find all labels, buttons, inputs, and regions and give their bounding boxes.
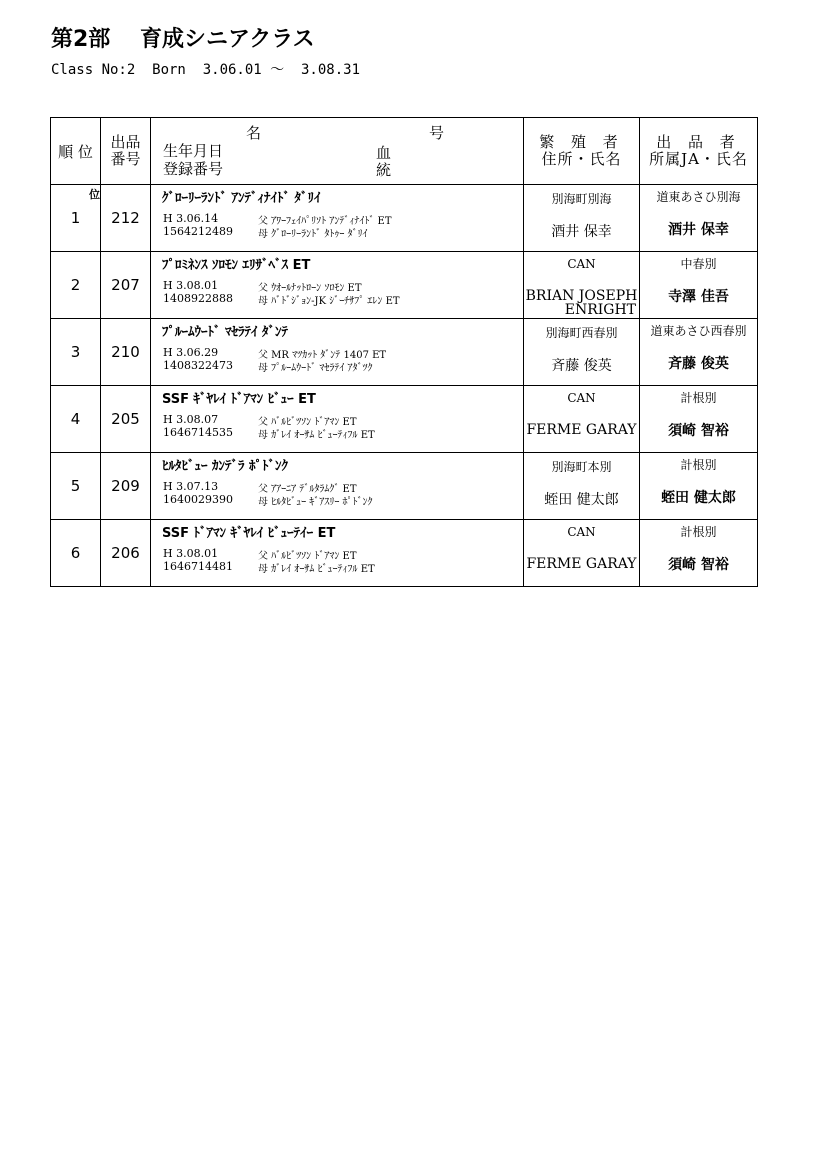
rank-value: 3 — [70, 343, 81, 361]
reg-number: 1408922888 — [163, 292, 233, 305]
horse-cell — [151, 252, 524, 319]
dam: 母 ﾌﾟﾙｰﾑｳｰﾄﾞ ﾏｾﾗﾃｲ ｱﾀﾞﾂｸ — [258, 363, 373, 374]
class-info: Class No:2 Born 3.06.01 ～ 3.08.31 — [51, 62, 361, 78]
birth-date: H 3.08.01 — [163, 547, 219, 560]
exhibitor-ja: 道東あさひ別海 — [656, 190, 741, 204]
rank-cell — [51, 252, 101, 319]
exhibitor-ja: 計根別 — [680, 458, 717, 472]
reg-number: 1564212489 — [163, 225, 233, 238]
header-breeder-bottom: 住所・氏名 — [541, 150, 622, 168]
entry-no: 205 — [101, 386, 151, 453]
breeder-name: BRIAN JOSEPH — [525, 288, 638, 304]
dam: 母 ｶﾞﾚｲ ｵｰｻﾑ ﾋﾞｭｰﾃｨﾌﾙ ET — [258, 430, 375, 441]
exhibitor-name: 蛭田 健太郎 — [661, 490, 736, 506]
exhibitor-cell — [640, 319, 758, 386]
rank-cell — [51, 185, 101, 252]
breeder-name: 蛭田 健太郎 — [544, 492, 619, 508]
horse-cell — [151, 319, 524, 386]
header-entry-no — [101, 118, 151, 185]
reg-number: 1408322473 — [163, 359, 233, 372]
sire: 父 MR ﾏﾂｶｯﾄ ﾀﾞﾝﾃ 1407 ET — [258, 350, 387, 361]
dam: 母 ﾋﾙﾀﾋﾞｭｰ ｷﾞｱｽﾘｰ ﾎﾟﾄﾞﾝｸ — [258, 497, 373, 508]
breeder-name: FERME GARAY — [526, 422, 637, 438]
header-blood-part1: 血 — [376, 144, 392, 162]
breeder-address: CAN — [567, 257, 596, 271]
exhibitor-name: 須崎 智裕 — [668, 557, 729, 573]
sire: 父 ｱﾜｰﾌｪｲﾊﾟﾘｿﾄ ｱﾝﾃﾞｨﾅｲﾄﾞ ET — [258, 216, 392, 227]
breeder-cell — [524, 520, 640, 587]
table-row — [51, 185, 758, 252]
breeder-address: 別海町西春別 — [545, 326, 618, 340]
birth-date: H 3.07.13 — [163, 480, 219, 493]
exhibitor-cell — [640, 386, 758, 453]
exhibitor-name: 須崎 智裕 — [668, 423, 729, 439]
reg-number: 1646714481 — [163, 560, 233, 573]
breeder-name: 酒井 保幸 — [551, 224, 612, 240]
entry-no: 212 — [101, 185, 151, 252]
header-name-part2: 号 — [429, 124, 445, 142]
header-reg-no: 登録番号 — [163, 160, 224, 178]
horse-name: SSF ｷﾞﾔﾚｲ ﾄﾞｱﾏﾝ ﾋﾞｭｰ ET — [162, 392, 316, 407]
exhibitor-ja: 計根別 — [680, 525, 717, 539]
exhibitor-name: 酒井 保幸 — [668, 222, 729, 238]
breeder-name-cont: ENRIGHT — [564, 302, 636, 318]
page-title: 第2部 育成シニアクラス — [51, 27, 315, 52]
table-row — [51, 520, 758, 587]
dam: 母 ｸﾞﾛｰﾘｰﾗﾝﾄﾞ ﾀﾄｩｰ ﾀﾞﾘｲ — [258, 229, 368, 240]
header-entry-no-top: 出品 — [110, 133, 141, 151]
dam: 母 ﾊﾞﾄﾞｼﾞｮﾝ-JK ｼﾞｰﾁｻﾌﾟ ｴﾚﾝ ET — [258, 296, 400, 307]
sire: 父 ﾊﾞﾙﾋﾞﾂｿﾝ ﾄﾞｱﾏﾝ ET — [258, 417, 357, 428]
horse-cell — [151, 185, 524, 252]
exhibitor-cell — [640, 520, 758, 587]
entries-table — [50, 117, 758, 587]
dam: 母 ｶﾞﾚｲ ｵｰｻﾑ ﾋﾞｭｰﾃｨﾌﾙ ET — [258, 564, 375, 575]
breeder-cell — [524, 185, 640, 252]
rank-cell — [51, 386, 101, 453]
horse-cell — [151, 453, 524, 520]
header-breeder-top: 繁 殖 者 — [539, 133, 624, 151]
header-birth-date: 生年月日 — [163, 142, 224, 160]
horse-name: ｸﾞﾛｰﾘｰﾗﾝﾄﾞ ｱﾝﾃﾞｨﾅｲﾄﾞ ﾀﾞﾘｲ — [162, 191, 321, 206]
entry-no: 209 — [101, 453, 151, 520]
table-row — [51, 453, 758, 520]
sire: 父 ｳｵｰﾙﾅｯﾄﾛｰﾝ ｿﾛﾓﾝ ET — [258, 283, 362, 294]
header-name — [151, 118, 524, 185]
entry-no: 206 — [101, 520, 151, 587]
rank-value: 5 — [70, 477, 81, 495]
horse-cell — [151, 520, 524, 587]
header-name-part1: 名 — [246, 124, 262, 142]
horse-cell — [151, 386, 524, 453]
horse-name: ﾌﾟﾙｰﾑｳｰﾄﾞ ﾏｾﾗﾃｲ ﾀﾞﾝﾃ — [162, 325, 289, 340]
breeder-address: CAN — [567, 391, 596, 405]
rank-cell — [51, 520, 101, 587]
rank-value: 6 — [70, 544, 81, 562]
breeder-address: CAN — [567, 525, 596, 539]
rank-value: 1 — [70, 209, 81, 227]
birth-date: H 3.08.01 — [163, 279, 219, 292]
entry-no: 207 — [101, 252, 151, 319]
rank-value: 2 — [70, 276, 81, 294]
breeder-cell — [524, 319, 640, 386]
table-row — [51, 252, 758, 319]
birth-date: H 3.08.07 — [163, 413, 219, 426]
breeder-name: 斉藤 俊英 — [551, 358, 612, 374]
breeder-address: 別海町本別 — [551, 460, 612, 474]
horse-name: ﾋﾙﾀﾋﾞｭｰ ｶﾝﾃﾞﾗ ﾎﾟﾄﾞﾝｸ — [162, 459, 289, 474]
header-exhibitor-top: 出 品 者 — [656, 133, 741, 151]
rank-cell — [51, 453, 101, 520]
rank-cell — [51, 319, 101, 386]
exhibitor-name: 斉藤 俊英 — [668, 356, 729, 372]
rank-mark: 位 — [89, 188, 100, 201]
breeder-name: FERME GARAY — [526, 556, 637, 572]
sire: 父 ﾊﾞﾙﾋﾞﾂｿﾝ ﾄﾞｱﾏﾝ ET — [258, 551, 357, 562]
breeder-cell — [524, 252, 640, 319]
table-row — [51, 319, 758, 386]
sire: 父 ｱｱｰﾆｱ ﾃﾞﾙﾀﾗﾑｸﾞ ET — [258, 484, 357, 495]
header-exhibitor — [640, 118, 758, 185]
exhibitor-cell — [640, 453, 758, 520]
table-header-row — [51, 118, 758, 185]
exhibitor-cell — [640, 252, 758, 319]
exhibitor-cell — [640, 185, 758, 252]
exhibitor-name: 寺澤 佳吾 — [668, 289, 729, 305]
horse-name: ﾌﾟﾛﾐﾈﾝｽ ｿﾛﾓﾝ ｴﾘｻﾞﾍﾞｽ ET — [162, 258, 311, 273]
breeder-cell — [524, 453, 640, 520]
reg-number: 1646714535 — [163, 426, 233, 439]
rank-value: 4 — [70, 410, 81, 428]
entry-no: 210 — [101, 319, 151, 386]
header-breeder — [524, 118, 640, 185]
breeder-address: 別海町別海 — [551, 192, 612, 206]
header-entry-no-bottom: 番号 — [110, 150, 141, 168]
table-row — [51, 386, 758, 453]
reg-number: 1640029390 — [163, 493, 233, 506]
header-rank: 順 位 — [51, 118, 101, 185]
exhibitor-ja: 計根別 — [680, 391, 717, 405]
horse-name: SSF ﾄﾞｱﾏﾝ ｷﾞﾔﾚｲ ﾋﾞｭｰﾃｲｰ ET — [162, 526, 336, 541]
header-exhibitor-bottom: 所属JA・氏名 — [649, 150, 748, 168]
exhibitor-ja: 中春別 — [680, 257, 717, 271]
exhibitor-ja: 道東あさひ西春別 — [650, 324, 747, 338]
header-blood-part2: 統 — [376, 161, 392, 179]
breeder-cell — [524, 386, 640, 453]
birth-date: H 3.06.29 — [163, 346, 219, 359]
birth-date: H 3.06.14 — [163, 212, 219, 225]
